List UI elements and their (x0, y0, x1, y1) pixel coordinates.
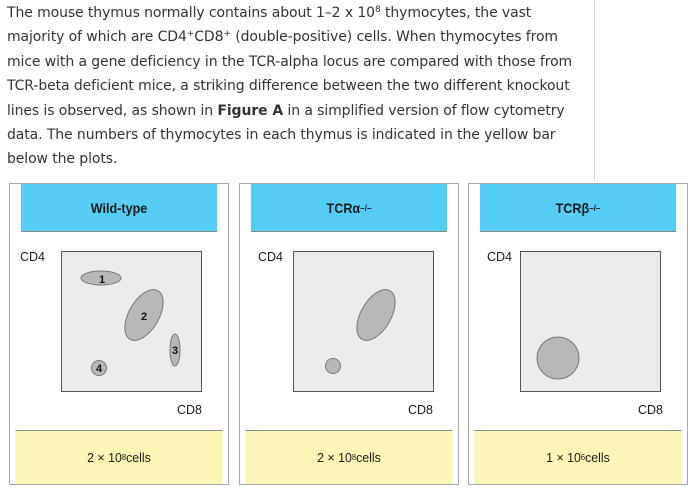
para-sup-2: + (186, 29, 195, 40)
y-axis-label: CD4 (20, 250, 46, 264)
cell-count-unit: cells (585, 450, 610, 465)
cell-count-text: 2 × 10 (317, 450, 352, 465)
population-3-label: 3 (171, 345, 179, 357)
para-sup-3: + (223, 29, 231, 40)
question-paragraph (7, 1, 587, 172)
x-axis-label: CD8 (638, 403, 664, 417)
panel-tcr-beta-ko (468, 183, 688, 485)
cell-count-text: 2 × 10 (87, 450, 122, 465)
cell-count-unit: cells (356, 450, 381, 465)
para-text-5: in a simplified version of flow cytometry data. The numbers of thymocytes in each thymus is indicated in the yellow bar below the plots. (7, 102, 565, 168)
cell-count-bar: 2 × 10 8 cells (245, 430, 452, 484)
double-negative-population (537, 337, 579, 379)
population-4-label: 4 (95, 363, 103, 375)
para-sup-1: 8 (374, 5, 381, 15)
x-axis-label: CD8 (177, 403, 203, 417)
panel-title: TCRα –/– (251, 184, 447, 232)
cell-count-bar: 2 × 10 8 cells (15, 430, 222, 484)
divider-line (594, 0, 595, 182)
para-text-4: (double-positive) cells. When thymocytes from mice with a gene deficiency in the TCR-alpha locus are compared with those from TCR-beta deficient mice, a striking difference between the two different knockout lines is observed, as shown in (7, 29, 573, 119)
panel-tcr-alpha-ko (239, 183, 459, 485)
cell-count-unit: cells (126, 450, 151, 465)
para-text-2: thymocytes, the vast majority of which are CD4 (7, 5, 532, 46)
cell-count-bar: 1 × 10 6 cells (474, 430, 681, 484)
double-positive-population (349, 283, 403, 346)
population-2-label: 2 (140, 311, 148, 323)
panel-title (21, 184, 217, 232)
plot-canvas (521, 252, 662, 393)
x-axis-label: CD8 (408, 403, 434, 417)
panel-title: TCRβ –/– (480, 184, 676, 232)
flow-plot (293, 251, 434, 392)
flow-plot (61, 251, 202, 392)
population-1-label: 1 (98, 274, 106, 286)
figure-reference: Figure A (217, 102, 284, 119)
panel-title-text: Wild-type (90, 199, 148, 216)
panel-wild-type (9, 183, 229, 485)
y-axis-label: CD4 (258, 250, 284, 264)
double-negative-population (326, 359, 341, 374)
panel-title-text: TCRα (326, 199, 361, 216)
flow-plot (520, 251, 661, 392)
y-axis-label: CD4 (487, 250, 513, 264)
para-text-1: The mouse thymus normally contains about 1–2 x 10 (7, 5, 375, 21)
plot-canvas (294, 252, 435, 393)
plot-canvas (62, 252, 203, 393)
para-text-3: CD8 (194, 29, 224, 46)
cell-count-text: 1 × 10 (546, 450, 581, 465)
panel-title-text: TCRβ (555, 199, 590, 216)
